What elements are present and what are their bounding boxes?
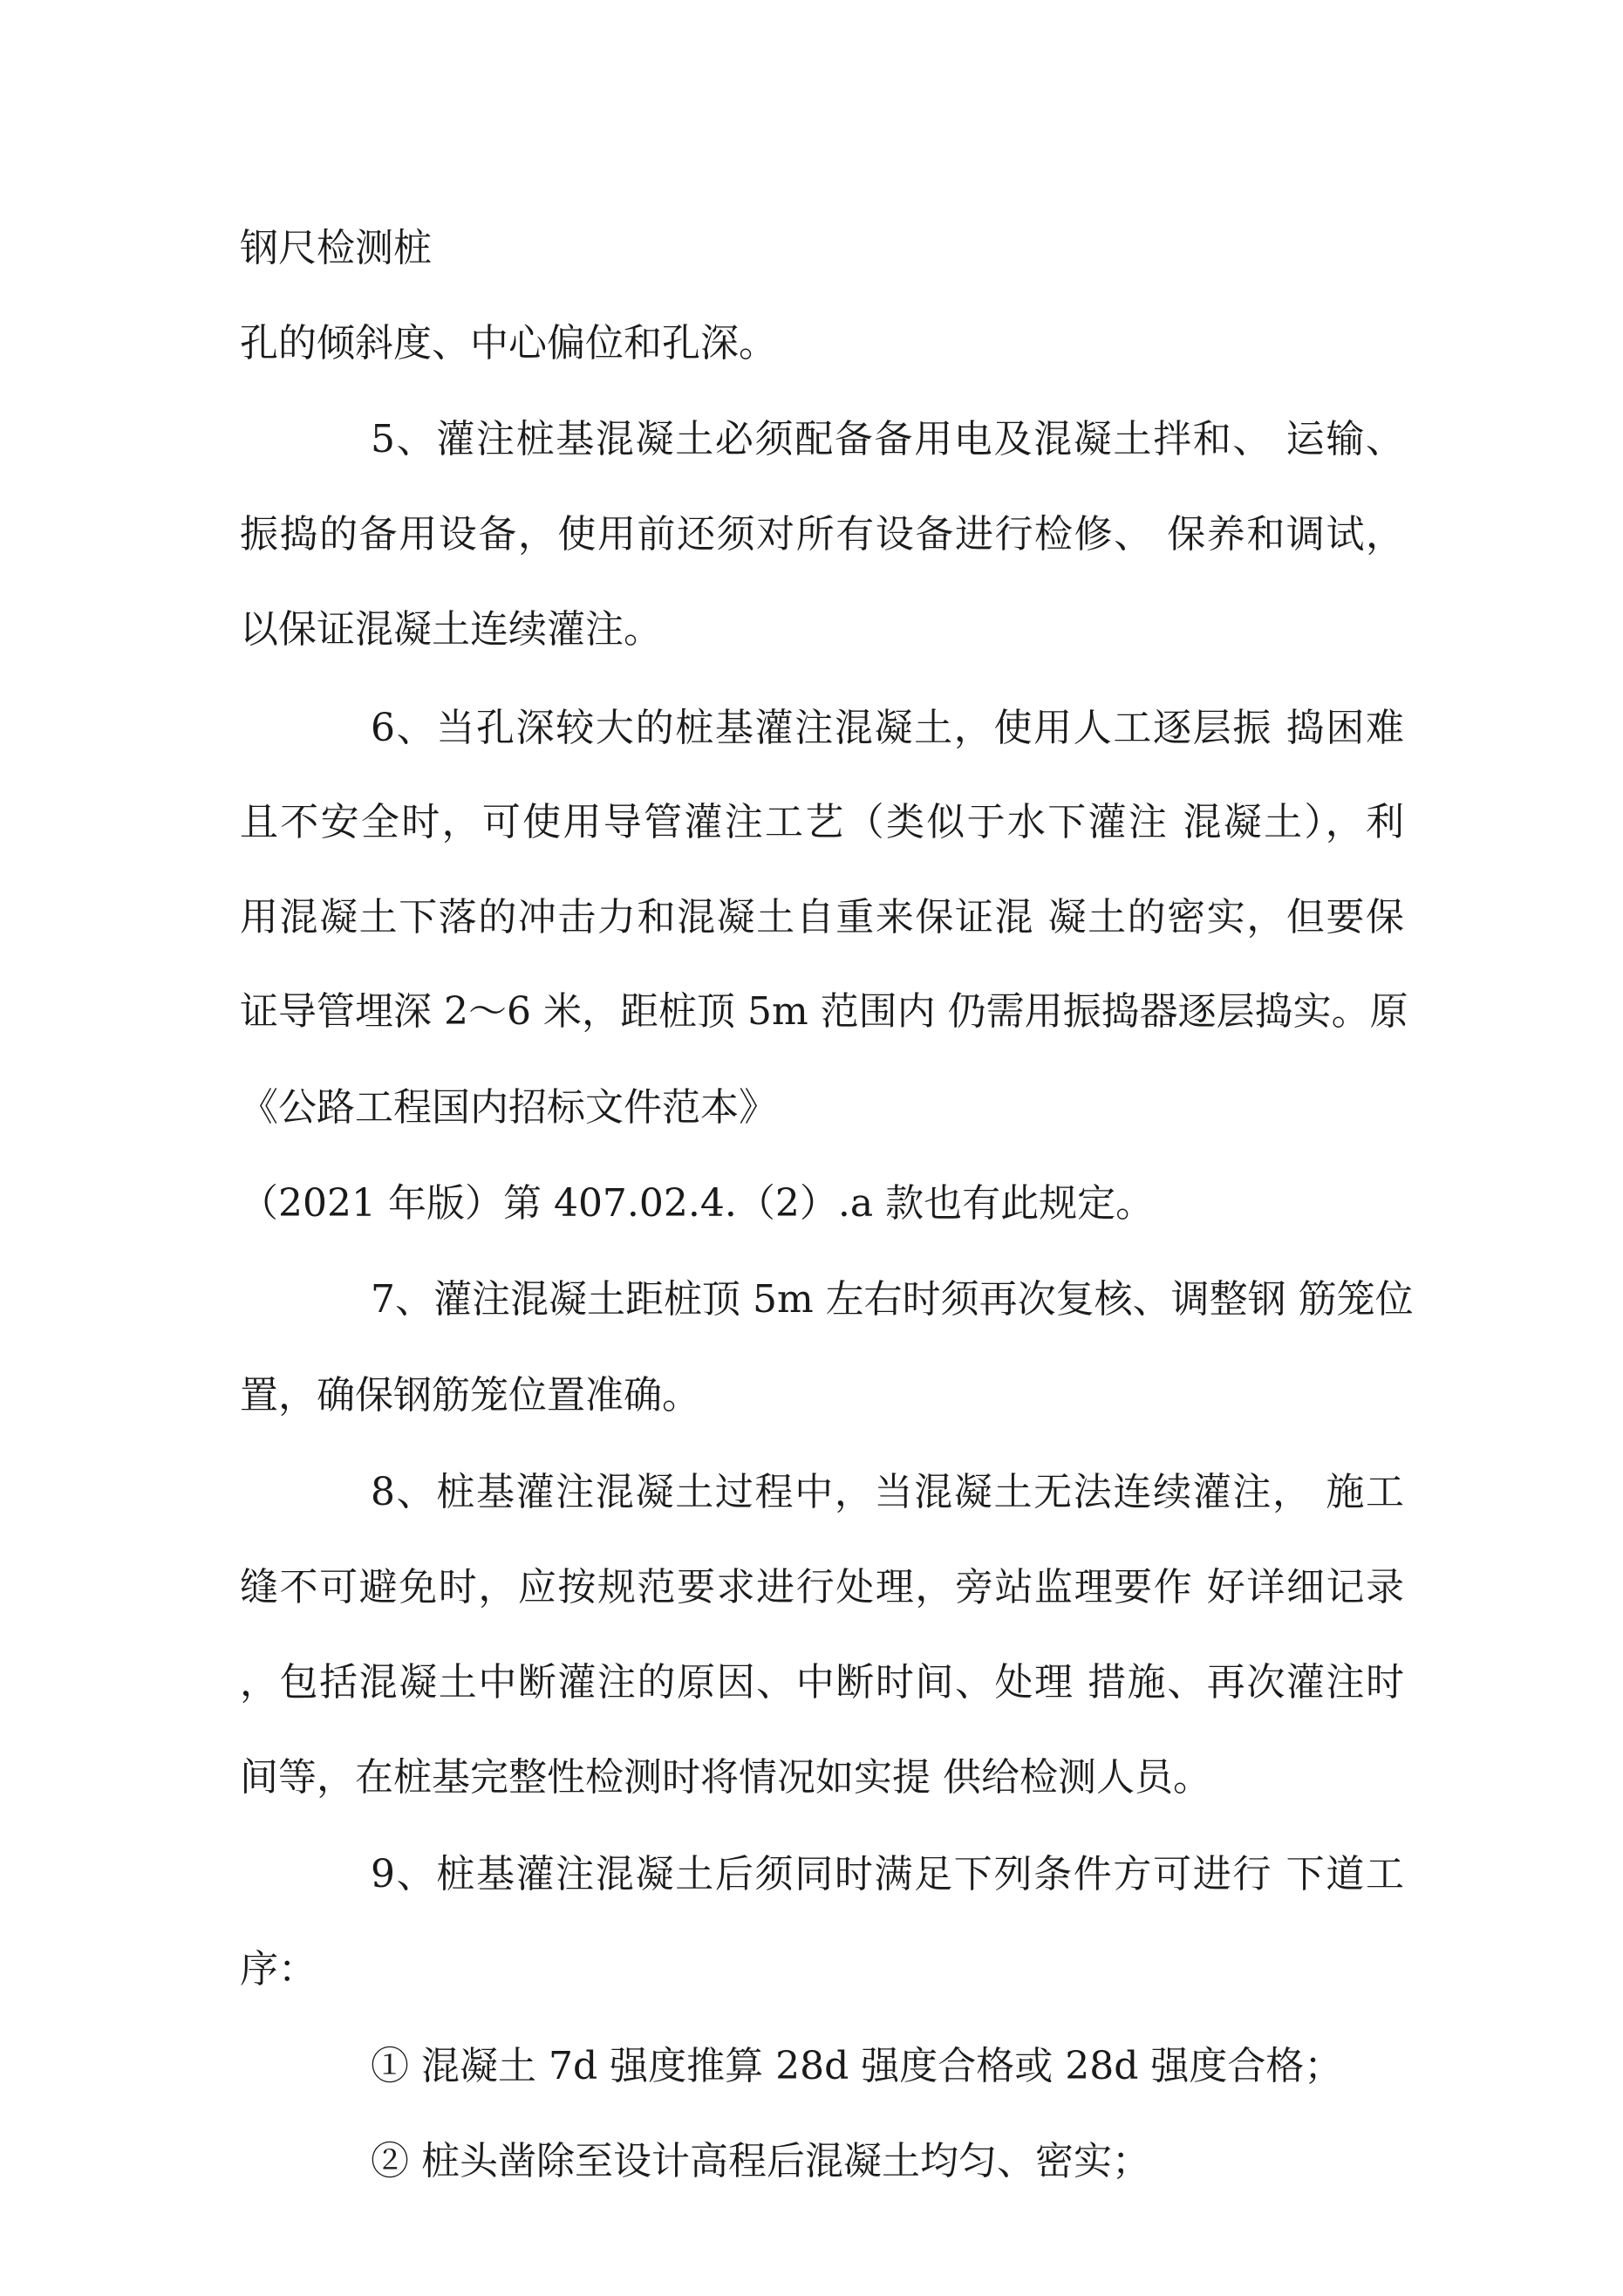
paragraph-8-line: 8、桩基灌注混凝土过程中，当混凝土无法连续灌注， 施工 — [371, 1470, 1404, 1514]
text-line: （2021 年版）第 407.02.4.（2）.a 款也有此规定。 — [240, 1181, 1155, 1226]
paragraph-9-line: 9、桩基灌注混凝土后须同时满足下列条件方可进行 下道工 — [371, 1852, 1404, 1896]
text-line: 孔的倾斜度、中心偏位和孔深。 — [240, 321, 777, 366]
paragraph-6-line: 6、当孔深较大的桩基灌注混凝土，使用人工逐层振 捣困难 — [371, 706, 1404, 750]
text-line: 序： — [240, 1947, 317, 1992]
text-line: 振捣的备用设备，使用前还须对所有设备进行检修、 保养和调试， — [240, 512, 1404, 557]
text-line: 且不安全时，可使用导管灌注工艺（类似于水下灌注 混凝土），利 — [240, 800, 1404, 844]
list-item: ① 混凝土 7d 强度推算 28d 强度合格或 28d 强度合格； — [371, 2044, 1343, 2088]
text-line: 间等，在桩基完整性检测时将情况如实提 供给检测人员。 — [240, 1755, 1211, 1800]
text-line: 《公路工程国内招标文件范本》 — [240, 1085, 777, 1130]
text-line: 用混凝土下落的冲击力和混凝土自重来保证混 凝土的密实，但要保 — [240, 895, 1404, 940]
paragraph-5-line: 5、灌注桩基混凝土必须配备备用电及混凝土拌和、 运输、 — [371, 417, 1404, 461]
paragraph-7-line: 7、灌注混凝土距桩顶 5m 左右时须再次复核、调整钢 筋笼位 — [371, 1277, 1414, 1322]
text-line: 证导管埋深 2〜6 米，距桩顶 5m 范围内 仍需用振捣器逐层捣实。原 — [240, 989, 1408, 1034]
text-line: 以保证混凝土连续灌注。 — [240, 607, 662, 652]
text-line: 置，确保钢筋笼位置准确。 — [240, 1373, 700, 1418]
text-line: 缝不可避免时，应按规范要求进行处理，旁站监理要作 好详细记录 — [240, 1565, 1404, 1609]
list-item: ② 桩头凿除至设计高程后混凝土均匀、密实； — [371, 2139, 1150, 2183]
text-line: ，包括混凝土中断灌注的原因、中断时间、处理 措施、再次灌注时 — [240, 1660, 1404, 1705]
text-line: 钢尺检测桩 — [240, 226, 432, 270]
